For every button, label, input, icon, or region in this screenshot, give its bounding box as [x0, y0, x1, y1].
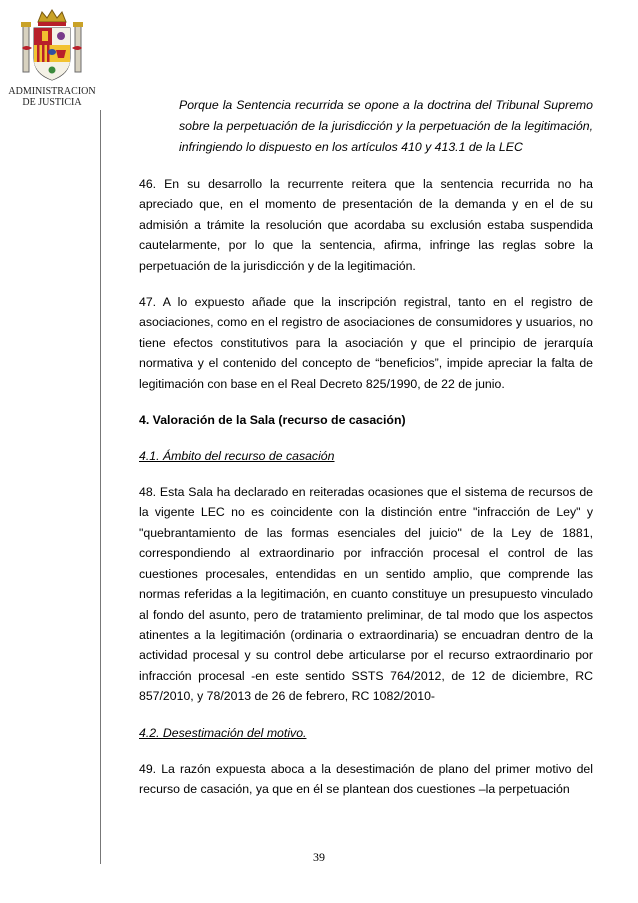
coat-of-arms-logo — [0, 0, 104, 112]
page-number: 39 — [313, 850, 325, 864]
section-heading-4: 4. Valoración de la Sala (recurso de casación) — [139, 413, 406, 428]
paragraph-48: 48. Esta Sala ha declarado en reiteradas ocasiones que el sistema de recursos de la vigente LEC no es coincidente con la distinción entre "infracción de Ley" y "quebrantamiento de las formas esenciales del juicio" de la Ley de 1881, correspondiendo al extraordinario por infracción procesal el control de las cuestiones procesales, entendidas en un sentido amplio, que comprende las normas referidas a la legitimación, en cuanto constituye un presupuesto vinculado al fondo del asunto, pero de tratamiento preliminar, de tal modo que los aspectos atinentes a la legitimación (ordinaria o extraordinaria) se encuadran dentro de la actividad procesal y su control debe articularse por el recurso extraordinario por infracción procesal -en este sentido SSTS 764/2012, de 12 de diciembre, RC 857/2010, y 78/2013 de 26 de febrero, RC 1082/2010- — [139, 485, 593, 704]
paragraph-46: 46. En su desarrollo la recurrente reitera que la sentencia recurrida no ha apreciado que, en el momento de presentación de la demanda y en el de su admisión a trámite la resolución que acordaba su exclusión estaba suspendida cautelarmente, por lo que la sentencia, afirma, infringe las reglas sobre la perpetuación de la jurisdicción y de la legitimación. — [139, 177, 593, 273]
subsection-heading-4-1: 4.1. Ámbito del recurso de casación — [139, 449, 335, 464]
caption-line-1: ADMINISTRACION — [8, 86, 96, 97]
institution-caption — [0, 86, 104, 108]
paragraph-49: 49. La razón expuesta aboca a la desestimación de plano del primer motivo del recurso de casación, ya que en él se plantean dos cuestiones –la perpetuación — [139, 761, 593, 796]
paragraph-47: 47. A lo expuesto añade que la inscripción registral, tanto en el registro de asociaciones, como en el registro de asociaciones de consumidores y usuarios, no tiene efectos constitutivos para la asociación y que el principio de jerarquía normativa y el contenido del concepto de “beneficios”, impide apreciar la falta de legitimación con base en el Real Decreto 825/1990, de 22 de junio. — [139, 295, 593, 391]
caption-line-2: DE JUSTICIA — [22, 97, 82, 108]
document-body — [139, 95, 593, 799]
margin-rule — [100, 110, 101, 864]
subsection-heading-4-2: 4.2. Desestimación del motivo. — [139, 725, 307, 740]
coat-of-arms-icon — [20, 8, 84, 86]
quoted-ground-of-appeal: Porque la Sentencia recurrida se opone a la doctrina del Tribunal Supremo sobre la perpetuación de la jurisdicción y la perpetuación de la legitimación, infringiendo lo dispuesto en los artículos 410 y 413.1 de la LEC — [179, 98, 593, 154]
